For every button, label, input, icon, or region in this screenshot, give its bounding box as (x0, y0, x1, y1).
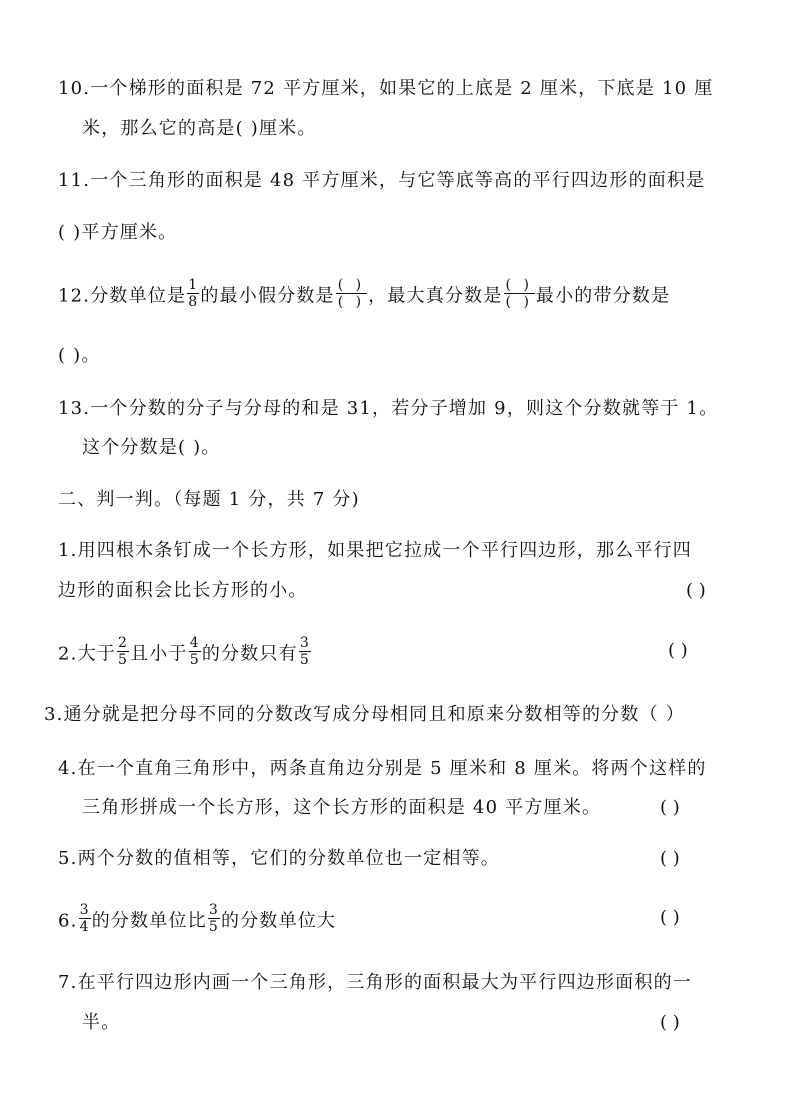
fraction-numerator: 1 (188, 277, 199, 293)
j2-answer-blank[interactable]: ( ) (668, 640, 688, 661)
j3-line1: 3.通分就是把分母不同的分数改写成分母相同且和原来分数相等的分数（ ） (44, 704, 685, 725)
q12-prefix: 12.分数单位是 (58, 285, 187, 307)
j2-line1 (58, 635, 312, 671)
j6-fraction-2 (208, 902, 220, 935)
j2-fraction-3 (299, 635, 311, 668)
j5-line1: 5.两个分数的值相等，它们的分数单位也一定相等。 (58, 848, 500, 869)
section-heading: 二、判一判。（每题 1 分，共 7 分) (58, 489, 360, 510)
q12-unit-fraction (187, 277, 199, 310)
j6-prefix: 6. (58, 910, 78, 932)
j4-line2: 三角形拼成一个长方形，这个长方形的面积是 40 平方厘米。 (82, 797, 602, 818)
j6-fraction-1 (79, 902, 91, 935)
fraction-numerator: 3 (79, 902, 90, 918)
q12-mid2: ，最大真分数是 (368, 285, 503, 307)
q12-line2: ( )。 (58, 345, 101, 366)
q11-line1: 11.一个三角形的面积是 48 平方厘米，与它等底等高的平行四边形的面积是 (58, 170, 706, 191)
j2-fraction-1 (117, 635, 129, 668)
j2-mid2: 的分数只有 (201, 643, 298, 665)
j1-line1: 1.用四根木条钉成一个长方形，如果把它拉成一个平行四边形，那么平行四 (58, 540, 692, 561)
q11-line2: ( )平方厘米。 (58, 222, 178, 243)
fraction-numerator: 3 (208, 902, 219, 918)
fraction-numerator: 4 (189, 635, 200, 651)
j5-answer-blank[interactable]: ( ) (660, 848, 680, 869)
fraction-denominator: 5 (208, 919, 219, 935)
q10-line2: 米，那么它的高是( )厘米。 (82, 118, 317, 139)
j4-answer-blank[interactable]: ( ) (660, 797, 680, 818)
fraction-denominator: 5 (117, 652, 129, 668)
j2-prefix: 2.大于 (58, 643, 116, 665)
q12-blank-fraction-2[interactable] (504, 277, 535, 310)
fraction-denominator: ( ) (505, 294, 533, 310)
j4-line1: 4.在一个直角三角形中，两条直角边分别是 5 厘米和 8 厘米。将两个这样的 (58, 758, 707, 779)
fraction-numerator: 3 (299, 635, 310, 651)
q10-line1: 10.一个梯形的面积是 72 平方厘米，如果它的上底是 2 厘米，下底是 10 厘 (58, 78, 714, 99)
j6-mid1: 的分数单位比 (91, 910, 207, 932)
q13-line1: 13.一个分数的分子与分母的和是 31，若分子增加 9，则这个分数就等于 1。 (58, 398, 719, 419)
fraction-denominator: ( ) (337, 294, 366, 310)
q12-line1 (58, 277, 671, 313)
j6-line1 (58, 902, 337, 938)
fraction-denominator: 4 (79, 919, 90, 935)
j1-answer-blank[interactable]: ( ) (686, 580, 706, 601)
fraction-numerator: ( ) (505, 277, 533, 293)
q13-line2: 这个分数是( )。 (82, 437, 221, 458)
fraction-numerator: ( ) (337, 277, 366, 293)
j1-line2: 边形的面积会比长方形的小。 (58, 580, 308, 601)
j7-answer-blank[interactable]: ( ) (660, 1012, 680, 1033)
j6-answer-blank[interactable]: ( ) (660, 907, 680, 928)
q12-mid3: 最小的带分数是 (535, 285, 671, 307)
q12-mid1: 的最小假分数是 (200, 285, 335, 307)
fraction-denominator: 8 (188, 294, 199, 310)
j2-mid1: 且小于 (130, 643, 188, 665)
j7-line1: 7.在平行四边形内画一个三角形，三角形的面积最大为平行四边形面积的一 (58, 972, 692, 993)
j7-line2: 半。 (82, 1012, 121, 1033)
j6-mid2: 的分数单位大 (221, 910, 337, 932)
fraction-denominator: 5 (299, 652, 310, 668)
j2-fraction-2 (189, 635, 201, 668)
fraction-numerator: 2 (117, 635, 129, 651)
q12-blank-fraction-1[interactable] (336, 277, 367, 310)
fraction-denominator: 5 (189, 652, 200, 668)
